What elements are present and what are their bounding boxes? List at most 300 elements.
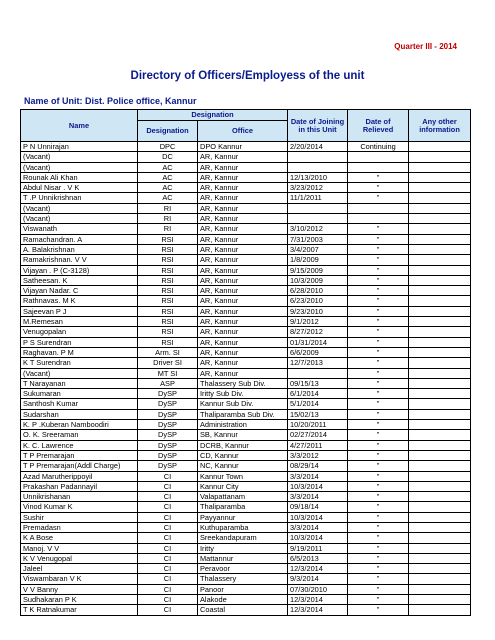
cell-date-relieved: " — [348, 317, 409, 327]
cell-designation: CI — [138, 584, 198, 594]
cell-date-relieved: " — [348, 224, 409, 234]
cell-date-joining: 10/3/2014 — [288, 481, 348, 491]
cell-designation: DySP — [138, 389, 198, 399]
cell-other-info — [409, 461, 471, 471]
cell-date-relieved: " — [348, 244, 409, 254]
cell-date-relieved: " — [348, 430, 409, 440]
cell-other-info — [409, 378, 471, 388]
cell-date-relieved: " — [348, 595, 409, 605]
cell-date-relieved: " — [348, 605, 409, 615]
cell-date-joining: 02/27/2014 — [288, 430, 348, 440]
cell-office: SB, Kannur — [198, 430, 288, 440]
cell-office: AR, Kannur — [198, 327, 288, 337]
cell-date-relieved: " — [348, 265, 409, 275]
cell-other-info — [409, 214, 471, 224]
cell-date-joining: 6/6/2009 — [288, 347, 348, 357]
cell-designation: Arm. SI — [138, 347, 198, 357]
table-row — [21, 378, 471, 388]
cell-other-info — [409, 244, 471, 254]
cell-name: Premadasn — [21, 522, 138, 532]
table-row — [21, 347, 471, 357]
cell-date-joining: 12/3/2014 — [288, 595, 348, 605]
cell-date-relieved: " — [348, 347, 409, 357]
cell-date-joining: 1/8/2009 — [288, 255, 348, 265]
cell-name: (Vacant) — [21, 214, 138, 224]
cell-date-relieved: " — [348, 564, 409, 574]
cell-other-info — [409, 152, 471, 162]
table-row — [21, 214, 471, 224]
header-date-joining: Date of Joining in this Unit — [288, 110, 348, 142]
cell-date-joining — [288, 162, 348, 172]
cell-name: Sushir — [21, 512, 138, 522]
cell-date-relieved: " — [348, 378, 409, 388]
cell-designation: AC — [138, 172, 198, 182]
table-row — [21, 481, 471, 491]
cell-office: AR, Kannur — [198, 275, 288, 285]
cell-office: AR, Kannur — [198, 172, 288, 182]
cell-office: AR, Kannur — [198, 317, 288, 327]
cell-date-joining: 2/20/2014 — [288, 142, 348, 152]
cell-office: AR, Kannur — [198, 162, 288, 172]
cell-date-relieved: " — [348, 492, 409, 502]
cell-other-info — [409, 296, 471, 306]
table-row — [21, 358, 471, 368]
cell-designation: CI — [138, 492, 198, 502]
cell-other-info — [409, 553, 471, 563]
cell-name: Sudhakaran P K — [21, 595, 138, 605]
table-row — [21, 553, 471, 563]
cell-office: CD, Kannur — [198, 450, 288, 460]
cell-designation: CI — [138, 533, 198, 543]
cell-name: Azad Marutherippoyil — [21, 471, 138, 481]
cell-date-joining — [288, 214, 348, 224]
table-body — [21, 142, 471, 616]
cell-date-relieved: " — [348, 450, 409, 460]
cell-designation: DPC — [138, 142, 198, 152]
cell-date-relieved: " — [348, 584, 409, 594]
cell-date-relieved — [348, 162, 409, 172]
cell-office: Payyannur — [198, 512, 288, 522]
cell-other-info — [409, 564, 471, 574]
cell-designation: RI — [138, 224, 198, 234]
table-row — [21, 244, 471, 254]
table-row — [21, 502, 471, 512]
cell-office: Peravoor — [198, 564, 288, 574]
cell-other-info — [409, 605, 471, 615]
header-designation-group: Designation — [138, 110, 288, 121]
cell-office: AR, Kannur — [198, 214, 288, 224]
table-row — [21, 492, 471, 502]
cell-office: NC, Kannur — [198, 461, 288, 471]
cell-date-relieved: " — [348, 399, 409, 409]
cell-designation: AC — [138, 162, 198, 172]
table-row — [21, 275, 471, 285]
table-row — [21, 533, 471, 543]
cell-date-relieved: " — [348, 358, 409, 368]
cell-designation: RSI — [138, 244, 198, 254]
table-row — [21, 234, 471, 244]
cell-designation: AC — [138, 183, 198, 193]
cell-designation: MT SI — [138, 368, 198, 378]
cell-office: Iritty Sub Div. — [198, 389, 288, 399]
cell-designation: CI — [138, 564, 198, 574]
cell-name: (Vacant) — [21, 368, 138, 378]
table-row — [21, 317, 471, 327]
cell-name: (Vacant) — [21, 162, 138, 172]
table-row — [21, 471, 471, 481]
cell-office: Thaliparamba Sub Div. — [198, 409, 288, 419]
table-row — [21, 327, 471, 337]
cell-date-relieved: " — [348, 172, 409, 182]
header-name: Name — [21, 110, 138, 142]
officers-table — [20, 109, 471, 616]
cell-other-info — [409, 193, 471, 203]
cell-date-joining: 11/1/2011 — [288, 193, 348, 203]
cell-designation: RI — [138, 203, 198, 213]
cell-other-info — [409, 471, 471, 481]
cell-office: Administration — [198, 420, 288, 430]
cell-office: AR, Kannur — [198, 265, 288, 275]
cell-office: AR, Kannur — [198, 203, 288, 213]
cell-designation: CI — [138, 543, 198, 553]
cell-date-relieved: " — [348, 440, 409, 450]
cell-office: Mattannur — [198, 553, 288, 563]
cell-office: Sreekandapuram — [198, 533, 288, 543]
cell-other-info — [409, 183, 471, 193]
cell-office: DPO Kannur — [198, 142, 288, 152]
cell-date-relieved: " — [348, 183, 409, 193]
cell-designation: RI — [138, 214, 198, 224]
cell-name: K A Bose — [21, 533, 138, 543]
cell-date-joining — [288, 152, 348, 162]
cell-name: Jaleel — [21, 564, 138, 574]
cell-date-relieved: " — [348, 409, 409, 419]
cell-other-info — [409, 481, 471, 491]
cell-designation: RSI — [138, 234, 198, 244]
cell-designation: DySP — [138, 450, 198, 460]
cell-date-joining: 9/19/2011 — [288, 543, 348, 553]
cell-designation: CI — [138, 574, 198, 584]
cell-other-info — [409, 502, 471, 512]
cell-name: Santhosh Kumar — [21, 399, 138, 409]
cell-name: Sajeevan P J — [21, 306, 138, 316]
cell-office: Thalassery Sub Div. — [198, 378, 288, 388]
header-other-info: Any other information — [409, 110, 471, 142]
cell-date-joining: 08/29/14 — [288, 461, 348, 471]
cell-date-joining: 01/31/2014 — [288, 337, 348, 347]
cell-other-info — [409, 275, 471, 285]
table-row — [21, 296, 471, 306]
cell-date-joining: 10/3/2014 — [288, 512, 348, 522]
table-row — [21, 337, 471, 347]
cell-other-info — [409, 224, 471, 234]
cell-name: K V Venugopal — [21, 553, 138, 563]
table-row — [21, 306, 471, 316]
table-row — [21, 522, 471, 532]
cell-date-joining — [288, 203, 348, 213]
cell-designation: DySP — [138, 399, 198, 409]
cell-name: T K Ratnakumar — [21, 605, 138, 615]
cell-office: Panoor — [198, 584, 288, 594]
cell-date-relieved: " — [348, 389, 409, 399]
table-row — [21, 203, 471, 213]
cell-designation: CI — [138, 595, 198, 605]
cell-designation: AC — [138, 193, 198, 203]
cell-date-relieved: " — [348, 481, 409, 491]
cell-name: Sukumaran — [21, 389, 138, 399]
cell-date-joining: 9/1/2012 — [288, 317, 348, 327]
cell-office: Kannur City — [198, 481, 288, 491]
cell-date-relieved: " — [348, 275, 409, 285]
cell-date-relieved: " — [348, 574, 409, 584]
cell-designation: RSI — [138, 306, 198, 316]
table-row — [21, 286, 471, 296]
cell-name: T P Premarajan — [21, 450, 138, 460]
cell-name: Rounak Ali Khan — [21, 172, 138, 182]
cell-date-joining: 5/1/2014 — [288, 399, 348, 409]
cell-name: Manoj. V V — [21, 543, 138, 553]
cell-other-info — [409, 440, 471, 450]
cell-office: AR, Kannur — [198, 234, 288, 244]
cell-date-joining: 09/15/13 — [288, 378, 348, 388]
cell-name: Viswanath — [21, 224, 138, 234]
cell-date-joining: 6/1/2014 — [288, 389, 348, 399]
cell-date-relieved: " — [348, 553, 409, 563]
cell-date-joining: 12/7/2013 — [288, 358, 348, 368]
cell-designation: RSI — [138, 296, 198, 306]
table-row — [21, 172, 471, 182]
page-title: Directory of Officers/Employess of the unit — [130, 70, 365, 82]
cell-office: AR, Kannur — [198, 306, 288, 316]
cell-office: Kannur Sub Div. — [198, 399, 288, 409]
cell-name: A. Balakrishnan — [21, 244, 138, 254]
cell-other-info — [409, 533, 471, 543]
cell-designation: RSI — [138, 317, 198, 327]
cell-name: P S Surendran — [21, 337, 138, 347]
table-row — [21, 255, 471, 265]
cell-date-relieved — [348, 152, 409, 162]
cell-date-relieved: Continuing — [348, 142, 409, 152]
cell-name: K. P .Kuberan Namboodiri — [21, 420, 138, 430]
cell-designation: CI — [138, 553, 198, 563]
cell-date-relieved — [348, 203, 409, 213]
cell-office: AR, Kannur — [198, 358, 288, 368]
cell-name: Vijayan Nadar. C — [21, 286, 138, 296]
cell-office: AR, Kannur — [198, 347, 288, 357]
cell-date-joining — [288, 368, 348, 378]
cell-date-relieved — [348, 214, 409, 224]
cell-office: AR, Kannur — [198, 193, 288, 203]
cell-name: Ramachandran. A — [21, 234, 138, 244]
cell-other-info — [409, 358, 471, 368]
cell-name: K. C. Lawrence — [21, 440, 138, 450]
cell-date-relieved: " — [348, 502, 409, 512]
cell-name: Venugopalan — [21, 327, 138, 337]
cell-date-relieved: " — [348, 327, 409, 337]
cell-other-info — [409, 389, 471, 399]
cell-name: Vijayan . P (C-3128) — [21, 265, 138, 275]
cell-other-info — [409, 347, 471, 357]
cell-date-joining: 6/23/2010 — [288, 296, 348, 306]
cell-office: AR, Kannur — [198, 244, 288, 254]
cell-other-info — [409, 203, 471, 213]
cell-other-info — [409, 409, 471, 419]
table-row — [21, 584, 471, 594]
cell-date-joining: 6/5/2013 — [288, 553, 348, 563]
cell-designation: Driver SI — [138, 358, 198, 368]
cell-date-relieved: " — [348, 533, 409, 543]
cell-date-joining: 10/3/2009 — [288, 275, 348, 285]
cell-designation: CI — [138, 512, 198, 522]
cell-name: Raghavan. P M — [21, 347, 138, 357]
cell-office: AR, Kannur — [198, 183, 288, 193]
cell-other-info — [409, 512, 471, 522]
cell-name: K T Surendran — [21, 358, 138, 368]
cell-date-joining: 6/28/2010 — [288, 286, 348, 296]
cell-date-joining: 3/10/2012 — [288, 224, 348, 234]
cell-date-joining: 7/31/2003 — [288, 234, 348, 244]
cell-designation: DySP — [138, 409, 198, 419]
cell-date-relieved: " — [348, 543, 409, 553]
cell-other-info — [409, 286, 471, 296]
cell-date-joining: 12/13/2010 — [288, 172, 348, 182]
table-row — [21, 543, 471, 553]
cell-date-relieved: " — [348, 522, 409, 532]
table-row — [21, 450, 471, 460]
cell-date-relieved: " — [348, 420, 409, 430]
cell-office: Valapattanam — [198, 492, 288, 502]
table-row — [21, 193, 471, 203]
cell-name: T P Premarajan(Addl Charge) — [21, 461, 138, 471]
cell-name: Ramakrishnan. V V — [21, 255, 138, 265]
cell-designation: ASP — [138, 378, 198, 388]
cell-date-relieved: " — [348, 255, 409, 265]
table-row — [21, 183, 471, 193]
cell-name: Prakashan Padannayil — [21, 481, 138, 491]
cell-other-info — [409, 574, 471, 584]
cell-other-info — [409, 543, 471, 553]
cell-office: DCRB, Kannur — [198, 440, 288, 450]
cell-date-relieved: " — [348, 368, 409, 378]
cell-other-info — [409, 430, 471, 440]
cell-name: V V Banny — [21, 584, 138, 594]
table-row — [21, 224, 471, 234]
cell-designation: RSI — [138, 255, 198, 265]
cell-other-info — [409, 595, 471, 605]
table-row — [21, 605, 471, 615]
cell-other-info — [409, 368, 471, 378]
cell-other-info — [409, 255, 471, 265]
table-row — [21, 440, 471, 450]
cell-designation: CI — [138, 502, 198, 512]
cell-designation: RSI — [138, 337, 198, 347]
table-row — [21, 399, 471, 409]
cell-date-relieved: " — [348, 461, 409, 471]
cell-office: AR, Kannur — [198, 152, 288, 162]
header-designation: Designation — [138, 121, 198, 142]
cell-date-relieved: " — [348, 512, 409, 522]
table-row — [21, 512, 471, 522]
cell-office: Kuthuparamba — [198, 522, 288, 532]
cell-date-joining: 9/3/2014 — [288, 574, 348, 584]
cell-date-relieved: " — [348, 286, 409, 296]
cell-other-info — [409, 162, 471, 172]
cell-name: T Narayanan — [21, 378, 138, 388]
cell-date-joining: 3/3/2014 — [288, 522, 348, 532]
header-office: Office — [198, 121, 288, 142]
cell-date-relieved: " — [348, 296, 409, 306]
quarter-label: Quarter III - 2014 — [394, 42, 457, 51]
cell-designation: CI — [138, 471, 198, 481]
cell-name: M.Remesan — [21, 317, 138, 327]
table-row — [21, 265, 471, 275]
cell-office: AR, Kannur — [198, 368, 288, 378]
cell-date-joining: 10/20/2011 — [288, 420, 348, 430]
cell-name: O. K. Sreeraman — [21, 430, 138, 440]
table-row — [21, 368, 471, 378]
cell-office: AR, Kannur — [198, 296, 288, 306]
cell-name: Unnikrishanan — [21, 492, 138, 502]
cell-date-relieved: " — [348, 471, 409, 481]
table-row — [21, 409, 471, 419]
cell-other-info — [409, 265, 471, 275]
table-row — [21, 430, 471, 440]
cell-name: Viswambaran V K — [21, 574, 138, 584]
cell-name: Sudarshan — [21, 409, 138, 419]
cell-other-info — [409, 327, 471, 337]
cell-date-joining: 3/3/2012 — [288, 450, 348, 460]
cell-name: Abdul Nisar . V K — [21, 183, 138, 193]
cell-office: AR, Kannur — [198, 286, 288, 296]
cell-designation: DySP — [138, 430, 198, 440]
cell-office: Thalassery — [198, 574, 288, 584]
cell-designation: RSI — [138, 265, 198, 275]
cell-date-joining: 9/23/2010 — [288, 306, 348, 316]
cell-date-joining: 10/3/2014 — [288, 533, 348, 543]
cell-designation: CI — [138, 522, 198, 532]
cell-date-joining: 3/23/2012 — [288, 183, 348, 193]
cell-other-info — [409, 420, 471, 430]
cell-date-joining: 3/3/2014 — [288, 492, 348, 502]
cell-name: (Vacant) — [21, 203, 138, 213]
table-row — [21, 461, 471, 471]
cell-name: Rathnavas. M K — [21, 296, 138, 306]
cell-name: Vinod Kumar K — [21, 502, 138, 512]
cell-other-info — [409, 492, 471, 502]
cell-name: Satheesan. K — [21, 275, 138, 285]
table-row — [21, 564, 471, 574]
cell-name: (Vacant) — [21, 152, 138, 162]
cell-designation: RSI — [138, 327, 198, 337]
cell-office: Thaliparamba — [198, 502, 288, 512]
table-row — [21, 420, 471, 430]
cell-designation: RSI — [138, 275, 198, 285]
cell-designation: DySP — [138, 440, 198, 450]
table-row — [21, 162, 471, 172]
cell-other-info — [409, 399, 471, 409]
cell-other-info — [409, 584, 471, 594]
table-row — [21, 595, 471, 605]
cell-office: AR, Kannur — [198, 337, 288, 347]
cell-office: Kannur Town — [198, 471, 288, 481]
cell-other-info — [409, 317, 471, 327]
unit-name: Name of Unit: Dist. Police office, Kannur — [24, 96, 197, 106]
table-row — [21, 142, 471, 152]
cell-date-joining: 9/15/2009 — [288, 265, 348, 275]
cell-name: T .P Unnikrishnan — [21, 193, 138, 203]
cell-date-relieved: " — [348, 306, 409, 316]
cell-designation: CI — [138, 481, 198, 491]
